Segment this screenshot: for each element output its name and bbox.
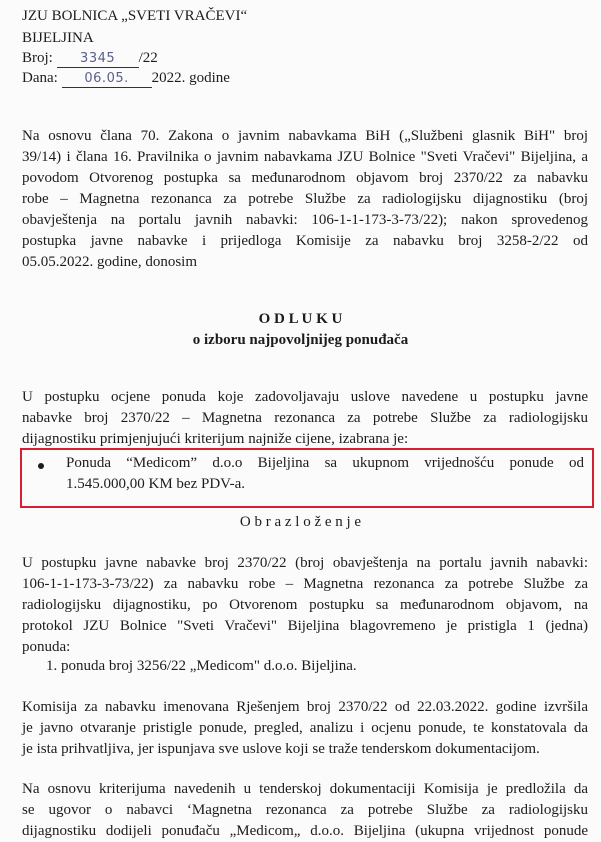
final-line: Na osnovu kriterijuma navedenih u tenderskoj dokumentaciji Komisija je predložila da xyxy=(22,781,588,797)
intro-line: postupka javne nabavke i prijedloga Komisije za nabavku broj 3258-2/22 od xyxy=(22,233,588,249)
final-line: se ugovor o nabavci ‘Magnetna rezonanca za potrebe Službe za radiologijsku xyxy=(22,802,588,818)
intro-line: 39/14) i člana 16. Pravilnika o javnim nabavkama JZU Bolnice "Sveti Vračevi" Bijeljina, a xyxy=(22,149,588,165)
intro-paragraph xyxy=(22,126,588,273)
intro-line: Na osnovu člana 70. Zakona o javnim nabavkama BiH („Službeni glasnik BiH" broj xyxy=(22,128,588,144)
institution-name: JZU BOLNICA „SVETI VRAČEVI“ xyxy=(22,8,248,24)
dana-suffix: 2022. godine xyxy=(151,70,230,86)
commission-line: Komisija za nabavku imenovana Rješenjem broj 2370/22 od 22.03.2022. godine izvršila xyxy=(22,699,588,715)
reasoning-line: ponuda: xyxy=(22,639,71,655)
evaluation-paragraph xyxy=(22,387,588,450)
commission-paragraph xyxy=(22,697,588,760)
decision-subtitle: o izboru najpovoljnijeg ponuđača xyxy=(192,332,409,348)
intro-line: 05.05.2022. godine, donosim xyxy=(22,254,197,270)
reasoning-line: 106-1-1-173-3-73/22) za nabavku robe – Magnetna rezonanca za potrebe Službe za xyxy=(22,576,588,592)
intro-line: robe – Magnetna rezonanca za potrebe Službe za radiologijsku dijagnostiku (broj xyxy=(22,191,588,207)
broj-handwritten-value: 3345 xyxy=(57,51,139,68)
decision-title: O D L U K U xyxy=(258,311,343,327)
reasoning-paragraph xyxy=(22,553,588,658)
selected-offer xyxy=(66,453,584,495)
intro-line: obavještenja na portalu javnih nabavki: 106-1-1-173-3-73/22); nakon sprovedenog xyxy=(22,212,588,228)
evaluation-line: nabavke broj 2370/22 – Magnetna rezonanca za potrebe Službe za radiologijsku xyxy=(22,410,588,426)
evaluation-line: dijagnostiku primjenjujući kriterijum najniže cijene, izabrana je: xyxy=(22,431,409,447)
commission-line: je ista prihvatljiva, jer ispunjava sve uslove koji se traže tenderskom dokumentacijom. xyxy=(22,741,540,757)
document-number xyxy=(22,48,158,68)
commission-line: je javno otvaranje pristigle ponude, pregled, analizu i ocjenu ponude, te konstatovala da xyxy=(22,720,588,736)
bullet-icon xyxy=(38,463,44,469)
broj-suffix: /22 xyxy=(138,50,158,66)
final-line: dijagnostiku dodijeli ponuđaču „Medicom„ d.o.o. Bijeljina (ukupna vrijednost ponude xyxy=(22,823,588,839)
selected-offer-line: Ponuda “Medicom” d.o.o Bijeljina sa ukupnom vrijednošću ponude od xyxy=(66,455,584,471)
reasoning-line: radiologijsku dijagnostiku, po Otvorenom postupku sa međunarodnom objavom, na xyxy=(22,597,588,613)
broj-label: Broj: xyxy=(22,50,53,66)
intro-line: povodom Otvorenog postupka sa međunarodnom objavom broj 2370/22 za nabavku xyxy=(22,170,588,186)
offer-list-item: 1. ponuda broj 3256/22 „Medicom" d.o.o. Bijeljina. xyxy=(46,658,357,674)
evaluation-line: U postupku ocjene ponuda koje zadovoljavaju uslove navedene u postupku javne xyxy=(22,389,588,405)
dana-handwritten-value: 06.05. xyxy=(62,71,152,88)
selected-offer-line: 1.545.000,00 KM bez PDV-a. xyxy=(66,476,246,492)
institution-city: BIJELJINA xyxy=(22,30,94,46)
reasoning-line: U postupku javne nabavke broj 2370/22 (broj obavještenja na portalu javnih nabavki: xyxy=(22,555,588,571)
document-date xyxy=(22,68,230,88)
dana-label: Dana: xyxy=(22,70,58,86)
reasoning-line: protokol JZU Bolnice "Sveti Vračevi" Bijeljina blagovremeno je pristigla 1 (jedna) xyxy=(22,618,588,634)
reasoning-title: O b r a z l o ž e n j e xyxy=(239,514,362,530)
final-paragraph xyxy=(22,779,588,842)
